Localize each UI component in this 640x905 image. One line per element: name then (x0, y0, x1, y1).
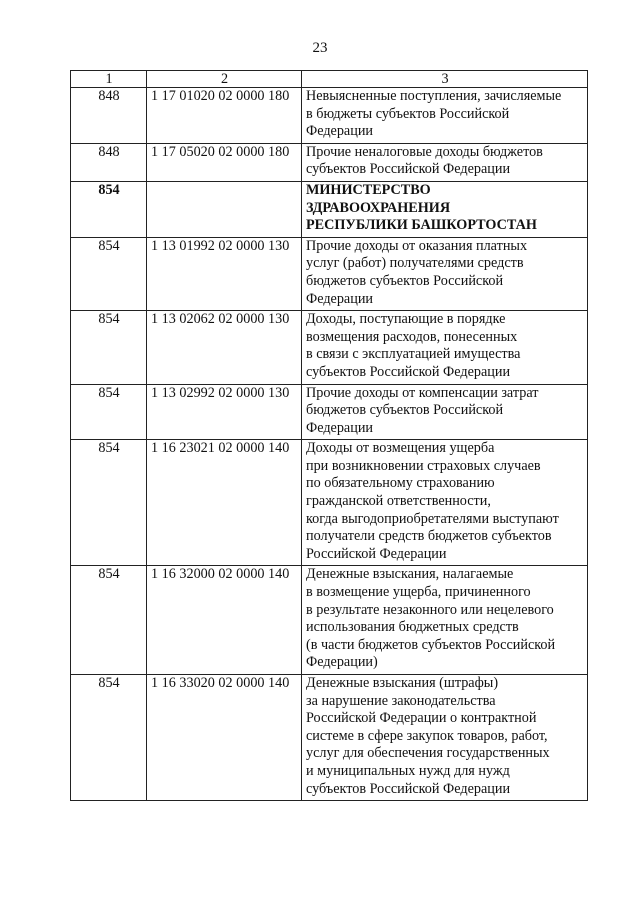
description-cell: Денежные взыскания, налагаемые в возмещение ущерба, причиненного в результате незаконного или нецелевого использования бюджетных средств (в части бюджетов субъектов Российской Федерации) (302, 566, 588, 675)
admin-code-cell: 854 (71, 237, 147, 310)
table-row (71, 311, 588, 384)
admin-code-cell: 854 (71, 675, 147, 801)
admin-code-cell: 854 (71, 566, 147, 675)
budget-code-cell: 1 13 01992 02 0000 130 (147, 237, 302, 310)
description-cell: Денежные взыскания (штрафы) за нарушение законодательства Российской Федерации о контрактной системе в сфере закупок товаров, работ, услуг для обеспечения государственных и муниципальных нужд для нужд субъектов Российской Федерации (302, 675, 588, 801)
budget-code-cell: 1 17 01020 02 0000 180 (147, 88, 302, 144)
budget-code-cell: 1 16 32000 02 0000 140 (147, 566, 302, 675)
table-row (71, 237, 588, 310)
description-cell: Доходы от возмещения ущерба при возникновении страховых случаев по обязательному страхованию гражданской ответственности, когда выгодоприобретателями выступают получатели средств бюджетов субъектов Российской Федерации (302, 440, 588, 566)
admin-code-cell: 854 (71, 440, 147, 566)
admin-code-cell: 854 (71, 181, 147, 237)
table-header-row (71, 71, 588, 88)
admin-code-cell: 848 (71, 143, 147, 181)
revenue-codes-table (70, 70, 588, 801)
page-number: 23 (312, 40, 328, 56)
budget-code-cell: 1 13 02062 02 0000 130 (147, 311, 302, 384)
table-row (71, 88, 588, 144)
budget-code-cell: 1 13 02992 02 0000 130 (147, 384, 302, 440)
admin-code-cell: 854 (71, 311, 147, 384)
budget-code-cell (147, 181, 302, 237)
description-cell: Невыясненные поступления, зачисляемые в бюджеты субъектов Российской Федерации (302, 88, 588, 144)
table-row (71, 384, 588, 440)
column-header-admin: 1 (71, 71, 147, 88)
table-row (71, 566, 588, 675)
column-header-description: 3 (302, 71, 588, 88)
table-row (71, 143, 588, 181)
description-cell: Прочие доходы от компенсации затрат бюджетов субъектов Российской Федерации (302, 384, 588, 440)
admin-code-cell: 848 (71, 88, 147, 144)
table-row (71, 440, 588, 566)
table-row (71, 675, 588, 801)
budget-code-cell: 1 16 33020 02 0000 140 (147, 675, 302, 801)
admin-code-cell: 854 (71, 384, 147, 440)
budget-code-cell: 1 17 05020 02 0000 180 (147, 143, 302, 181)
description-cell: Прочие неналоговые доходы бюджетов субъектов Российской Федерации (302, 143, 588, 181)
table-row-ministry-heading (71, 181, 588, 237)
column-header-code: 2 (147, 71, 302, 88)
description-cell: Прочие доходы от оказания платных услуг (работ) получателями средств бюджетов субъектов Российской Федерации (302, 237, 588, 310)
budget-code-cell: 1 16 23021 02 0000 140 (147, 440, 302, 566)
ministry-name-cell: МИНИСТЕРСТВО ЗДРАВООХРАНЕНИЯ РЕСПУБЛИКИ БАШКОРТОСТАН (302, 181, 588, 237)
description-cell: Доходы, поступающие в порядке возмещения расходов, понесенных в связи с эксплуатацией имущества субъектов Российской Федерации (302, 311, 588, 384)
